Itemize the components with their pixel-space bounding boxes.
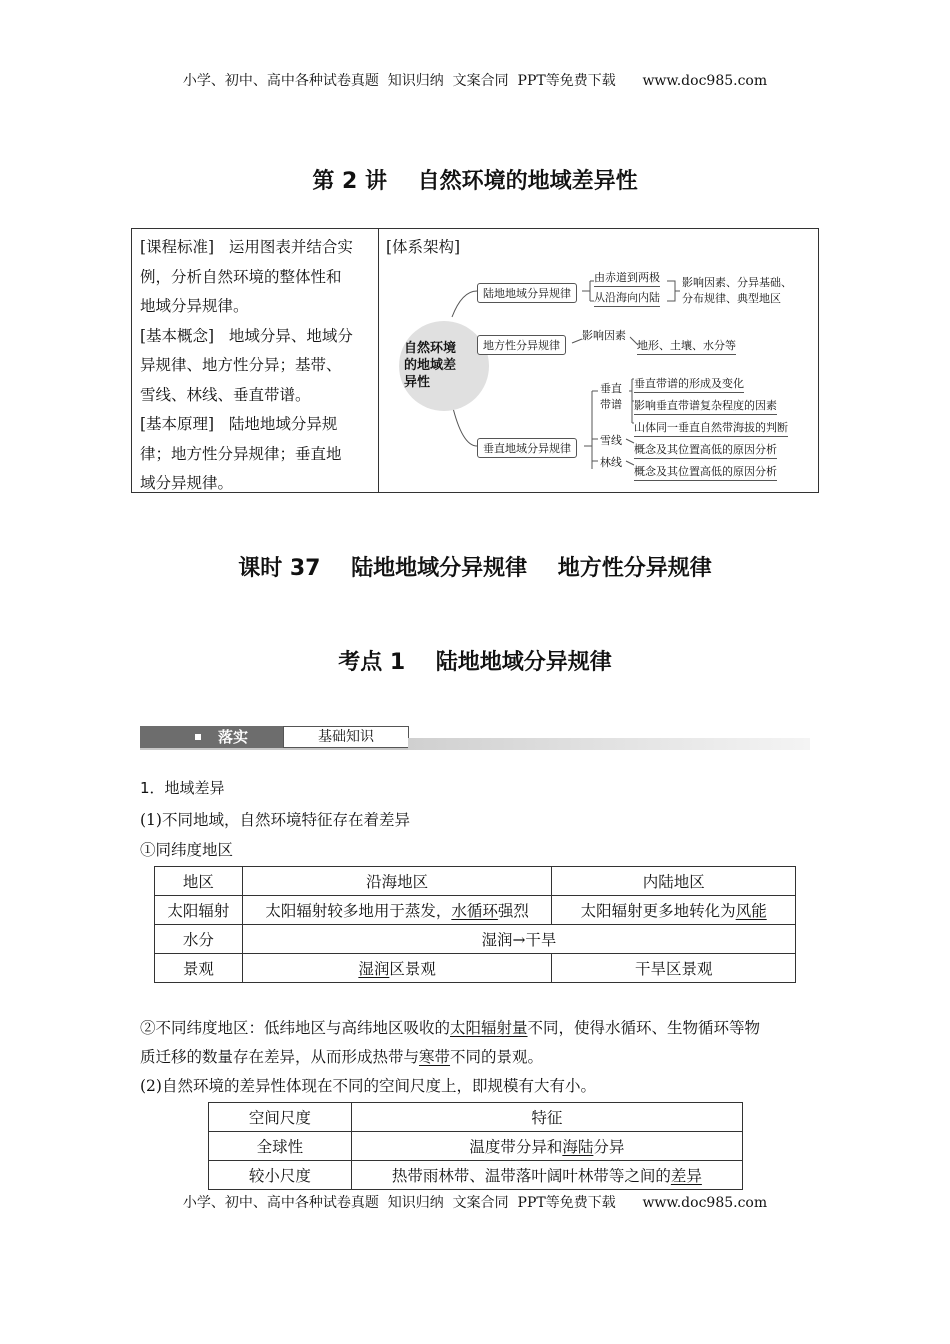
connector-branch3 — [452, 404, 477, 446]
table-row — [209, 1103, 743, 1132]
page-header: 小学、初中、高中各种试卷真题 知识归纳 文案合同 PPT等免费下载 www.doc985.com — [182, 73, 768, 89]
mindmap-item-spectrum-complexity: 影响垂直带谱复杂程度的因素 — [634, 397, 777, 415]
mindmap-branch-vertical: 垂直地域分异规律 — [477, 438, 577, 458]
table-row — [155, 896, 796, 925]
mindmap-sub-factors: 影响因素 — [582, 329, 626, 342]
table-cell: 水分 — [155, 925, 243, 954]
table-header-cell: 空间尺度 — [209, 1103, 352, 1132]
square-icon — [195, 734, 201, 740]
page-footer: 小学、初中、高中各种试卷真题 知识归纳 文案合同 PPT等免费下载 www.doc985.com — [182, 1195, 768, 1211]
mindmap-sub-coast-inland: 从沿海向内陆 — [594, 289, 660, 307]
table-row — [155, 867, 796, 896]
table-header-cell: 内陆地区 — [552, 867, 796, 896]
connector-branch1-subs — [582, 281, 594, 301]
table-cell: 全球性 — [209, 1132, 352, 1161]
mindmap-center: 自然环境 的地域差 异性 — [404, 341, 457, 390]
table-cell: 温度带分异和海陆分异 — [351, 1132, 742, 1161]
table-cell: 热带雨林带、温带落叶阔叶林带等之间的差异 — [351, 1161, 742, 1190]
connector-branch1 — [452, 291, 477, 317]
principles-line: [基本原理] 陆地地域分异规 — [140, 415, 338, 433]
table-header-cell: 特征 — [351, 1103, 742, 1132]
lesson-title: 课时 37 陆地地域分异规律 地方性分异规律 — [238, 556, 712, 581]
mindmap-item-treeline: 概念及其位置高低的原因分析 — [634, 463, 777, 481]
connector-branch2-sub — [572, 339, 582, 343]
paragraph-line: ②不同纬度地区：低纬地区与高纬地区吸收的太阳辐射量不同，使得水循环、生物循环等物 — [140, 1019, 761, 1037]
banner-base-line — [140, 748, 408, 750]
lecture-title: 第 2 讲 自然环境的地域差异性 — [312, 169, 638, 194]
principles-line: 律；地方性分异规律；垂直地 — [140, 444, 342, 463]
table-cell: 太阳辐射更多地转化为风能 — [552, 896, 796, 925]
banner-dark-block — [140, 726, 283, 748]
spatial-scale-table — [208, 1102, 743, 1190]
mindmap-cat-snowline: 雪线 — [600, 434, 622, 447]
table-row — [155, 925, 796, 954]
table-cell: 太阳辐射较多地用于蒸发，水循环强烈 — [242, 896, 552, 925]
mindmap-item-snowline: 概念及其位置高低的原因分析 — [634, 441, 777, 459]
mindmap-item-altitude-judgement: 山体同一垂直自然带海拔的判断 — [634, 419, 788, 437]
connector-cat3-item — [626, 461, 634, 465]
paragraph-line: (1)不同地域，自然环境特征存在着差异 — [140, 811, 410, 829]
table-cell: 景观 — [155, 954, 243, 983]
principles-line: 域分异规律。 — [140, 474, 234, 492]
point-title: 考点 1 陆地地域分异规律 — [338, 650, 612, 675]
mindmap-branch-land: 陆地地域分异规律 — [477, 283, 577, 303]
mindmap-cat-treeline: 林线 — [600, 456, 622, 469]
banner-label: 落实 — [218, 728, 249, 746]
standards-line: 地域分异规律。 — [140, 297, 249, 315]
table-row — [155, 954, 796, 983]
overview-box — [131, 228, 819, 493]
table-header-cell: 沿海地区 — [242, 867, 552, 896]
table-cell: 湿润区景观 — [242, 954, 552, 983]
concepts-line: [基本概念] 地域分异、地域分 — [140, 326, 353, 345]
table-cell: 湿润→干旱 — [242, 925, 795, 954]
table-cell: 较小尺度 — [209, 1161, 352, 1190]
connector-cat2-item — [626, 439, 634, 443]
mindmap-result-land: 影响因素、分异基础、 分布规律、典型地区 — [682, 276, 792, 305]
framework-heading: [体系架构] — [386, 238, 461, 256]
paragraph-line: (2)自然环境的差异性体现在不同的空间尺度上，即规模有大有小。 — [140, 1077, 596, 1095]
section-heading: 1．地域差异 — [140, 779, 225, 797]
banner-gradient — [408, 738, 810, 750]
standards-line: [课程标准] 运用图表并结合实 — [140, 238, 353, 256]
table-cell: 干旱区景观 — [552, 954, 796, 983]
mindmap-sub-equator-poles: 由赤道到两极 — [594, 269, 660, 287]
paragraph-line: 质迁移的数量存在差异，从而形成热带与寒带不同的景观。 — [140, 1048, 544, 1066]
table-row — [209, 1161, 743, 1190]
paragraph-line: ①同纬度地区 — [140, 841, 234, 859]
concepts-line: 雪线、林线、垂直带谱。 — [140, 385, 311, 404]
table-header-cell: 地区 — [155, 867, 243, 896]
standards-line: 例，分析自然环境的整体性和 — [140, 267, 342, 286]
mindmap-cat-spectrum: 垂直 带谱 — [600, 382, 622, 411]
same-latitude-table — [154, 866, 796, 983]
connector-branch1-result — [667, 281, 680, 301]
mindmap-branch-local: 地方性分异规律 — [477, 335, 566, 355]
table-row — [209, 1132, 743, 1161]
concepts-line: 异规律、地方性分异；基带、 — [140, 356, 342, 374]
connector-branch3-cats — [584, 391, 598, 469]
table-cell: 太阳辐射 — [155, 896, 243, 925]
mindmap-item-spectrum-formation: 垂直带谱的形成及变化 — [634, 375, 744, 393]
section-banner — [140, 726, 810, 750]
banner-tab: 基础知识 — [283, 726, 409, 748]
mindmap-result-local: 地形、土壤、水分等 — [637, 337, 736, 355]
